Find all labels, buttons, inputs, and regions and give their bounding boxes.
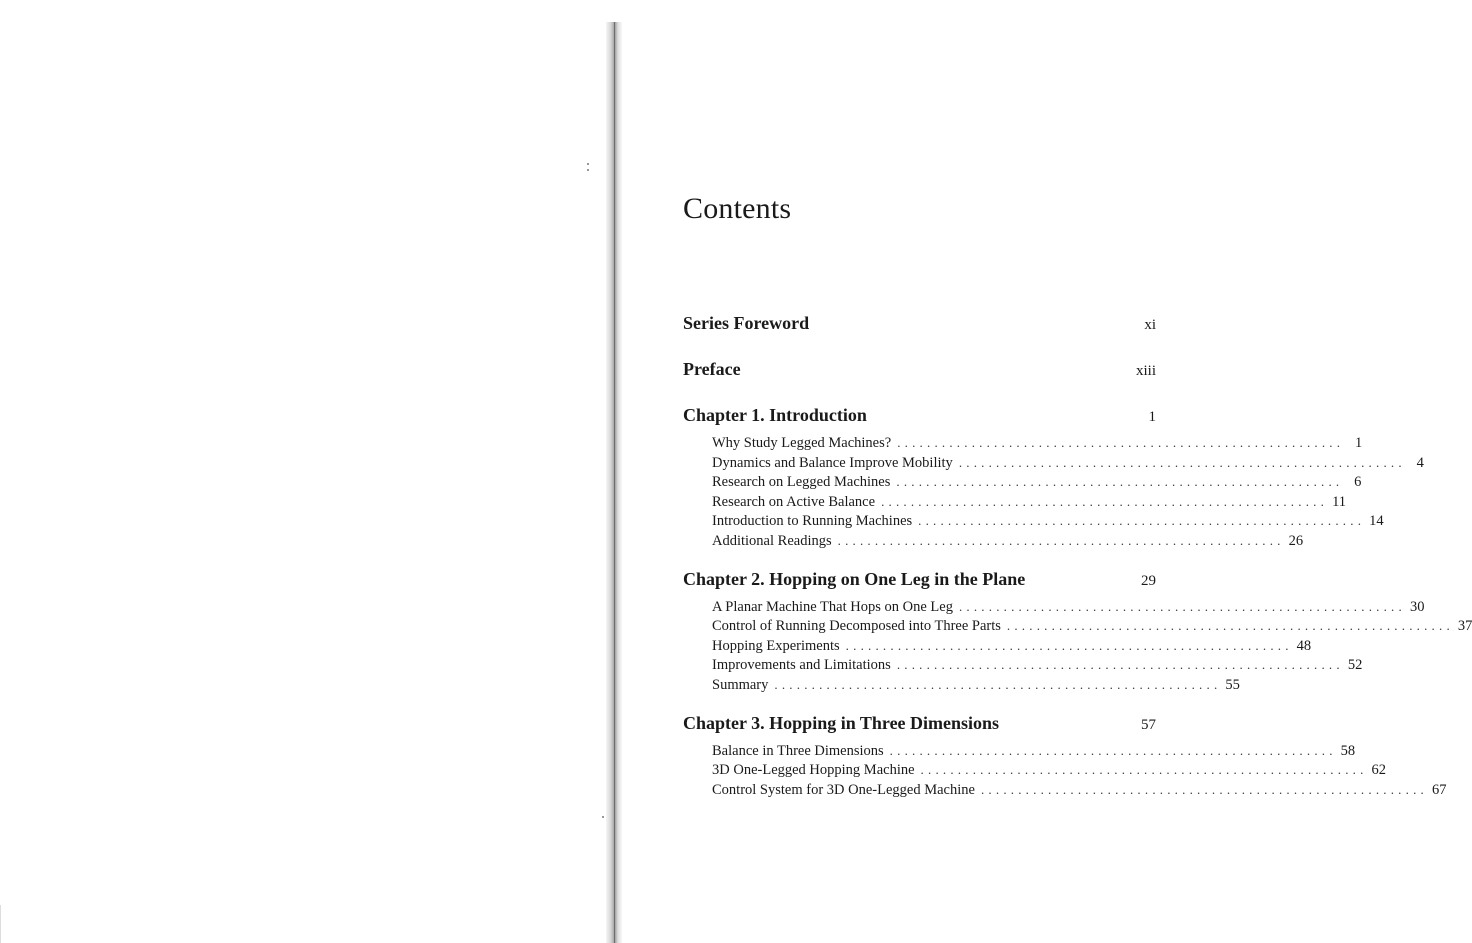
scan-speck <box>587 163 589 165</box>
toc-section-page-number: 1 <box>1354 435 1363 451</box>
toc-section-title: Why Study Legged Machines? <box>712 435 892 451</box>
dot-leader: ............................................................ <box>845 637 1293 653</box>
toc-entry-page-number: 29 <box>1141 572 1156 589</box>
toc-section-row <box>712 636 1312 656</box>
book-spine-line <box>614 22 615 943</box>
toc-entry <box>683 711 1447 800</box>
toc-section-page-number: 26 <box>1288 532 1304 549</box>
toc-section-page-number: 30 <box>1409 598 1425 615</box>
toc-entry-title: Chapter 3. Hopping in Three Dimensions <box>683 712 1000 733</box>
dot-leader: ............................................................ <box>958 454 1406 470</box>
toc-section-page-number: 11 <box>1332 493 1347 510</box>
toc-section-title: Hopping Experiments <box>712 637 840 654</box>
toc-entry-title: Preface <box>683 359 741 379</box>
toc-section-title: 3D One-Legged Hopping Machine <box>712 762 915 779</box>
toc-section-page-number: 52 <box>1347 657 1363 674</box>
toc-entry-title: Chapter 2. Hopping on One Leg in the Plane <box>683 568 1026 589</box>
toc-entry-row <box>683 567 1156 591</box>
toc-section-title: Introduction to Running Machines <box>712 513 913 530</box>
toc-entry <box>683 567 1472 695</box>
toc-section-title: Research on Legged Machines <box>712 474 891 491</box>
toc-entry-row <box>683 357 1156 381</box>
toc-section-title: Summary <box>712 676 769 693</box>
toc-section-page-number: 55 <box>1225 676 1240 693</box>
toc-section-row <box>712 531 1304 551</box>
toc-section-page-number: 37 <box>1457 618 1472 635</box>
toc-section-title: Improvements and Limitations <box>712 657 891 674</box>
dot-leader: ............................................................ <box>889 742 1337 758</box>
dot-leader: ............................................................ <box>958 598 1406 614</box>
dot-leader: ............................................................ <box>774 676 1222 692</box>
left-page-blank <box>0 0 608 943</box>
dot-leader: ............................................................ <box>1006 618 1454 634</box>
toc-entry-page-number: 57 <box>1141 716 1156 733</box>
toc-section-row <box>712 760 1387 780</box>
toc-section-row <box>712 453 1424 473</box>
toc-entry-row <box>683 711 1156 735</box>
toc-entry-title: Series Foreword <box>683 313 810 333</box>
toc-section-row <box>712 616 1472 636</box>
toc-section-page-number: 4 <box>1416 454 1424 471</box>
dot-leader: ............................................................ <box>918 513 1366 529</box>
dot-leader: ............................................................ <box>881 493 1329 509</box>
toc-entry-page-number: xiii <box>1135 363 1156 379</box>
toc-section-row <box>712 472 1362 492</box>
toc-section-row <box>712 780 1447 800</box>
dot-leader: ............................................................ <box>896 657 1344 673</box>
toc-section-page-number: 62 <box>1371 762 1387 779</box>
toc-section-row <box>712 741 1356 761</box>
toc-section-title: A Planar Machine That Hops on One Leg <box>712 598 953 615</box>
toc-section-title: Additional Readings <box>712 532 832 549</box>
toc-section-title: Research on Active Balance <box>712 493 876 510</box>
toc-section-row <box>712 655 1363 675</box>
toc-entry-row <box>683 403 1156 427</box>
table-of-contents <box>683 311 1472 815</box>
toc-section-row <box>712 597 1425 617</box>
dot-leader: ............................................................ <box>920 762 1368 778</box>
toc-entry <box>683 403 1424 551</box>
toc-entry-title: Chapter 1. Introduction <box>683 405 867 425</box>
scan-speck <box>602 816 604 818</box>
dot-leader: ............................................................ <box>837 532 1285 548</box>
toc-entry-page-number: 1 <box>1148 409 1156 425</box>
toc-section-title: Control System for 3D One-Legged Machine <box>712 781 975 798</box>
toc-section-title: Control of Running Decomposed into Three Parts <box>712 618 1001 635</box>
toc-section-title: Dynamics and Balance Improve Mobility <box>712 454 953 471</box>
toc-section-page-number: 67 <box>1431 781 1447 798</box>
toc-section-page-number: 48 <box>1296 637 1312 654</box>
toc-section-list <box>683 597 1472 695</box>
scan-speck <box>587 169 589 171</box>
toc-section-list <box>683 433 1424 551</box>
toc-entry <box>683 357 1156 381</box>
toc-section-row <box>712 675 1240 695</box>
toc-section-list <box>683 741 1447 800</box>
scan-edge-line <box>0 905 1 943</box>
toc-section-page-number: 6 <box>1354 474 1362 491</box>
toc-section-title: Balance in Three Dimensions <box>712 742 884 759</box>
toc-section-page-number: 58 <box>1340 742 1356 759</box>
dot-leader: ............................................................ <box>980 781 1428 797</box>
toc-entry-page-number: xi <box>1144 317 1156 333</box>
toc-section-page-number: 14 <box>1369 513 1384 530</box>
toc-section-row <box>712 492 1347 512</box>
toc-section-row <box>712 511 1384 531</box>
toc-entry-row <box>683 311 1156 335</box>
page-title: Contents <box>683 192 792 225</box>
dot-leader: ............................................................ <box>896 474 1344 490</box>
toc-section-row <box>712 433 1363 453</box>
toc-entry <box>683 311 1156 335</box>
dot-leader: ............................................................ <box>897 435 1345 450</box>
